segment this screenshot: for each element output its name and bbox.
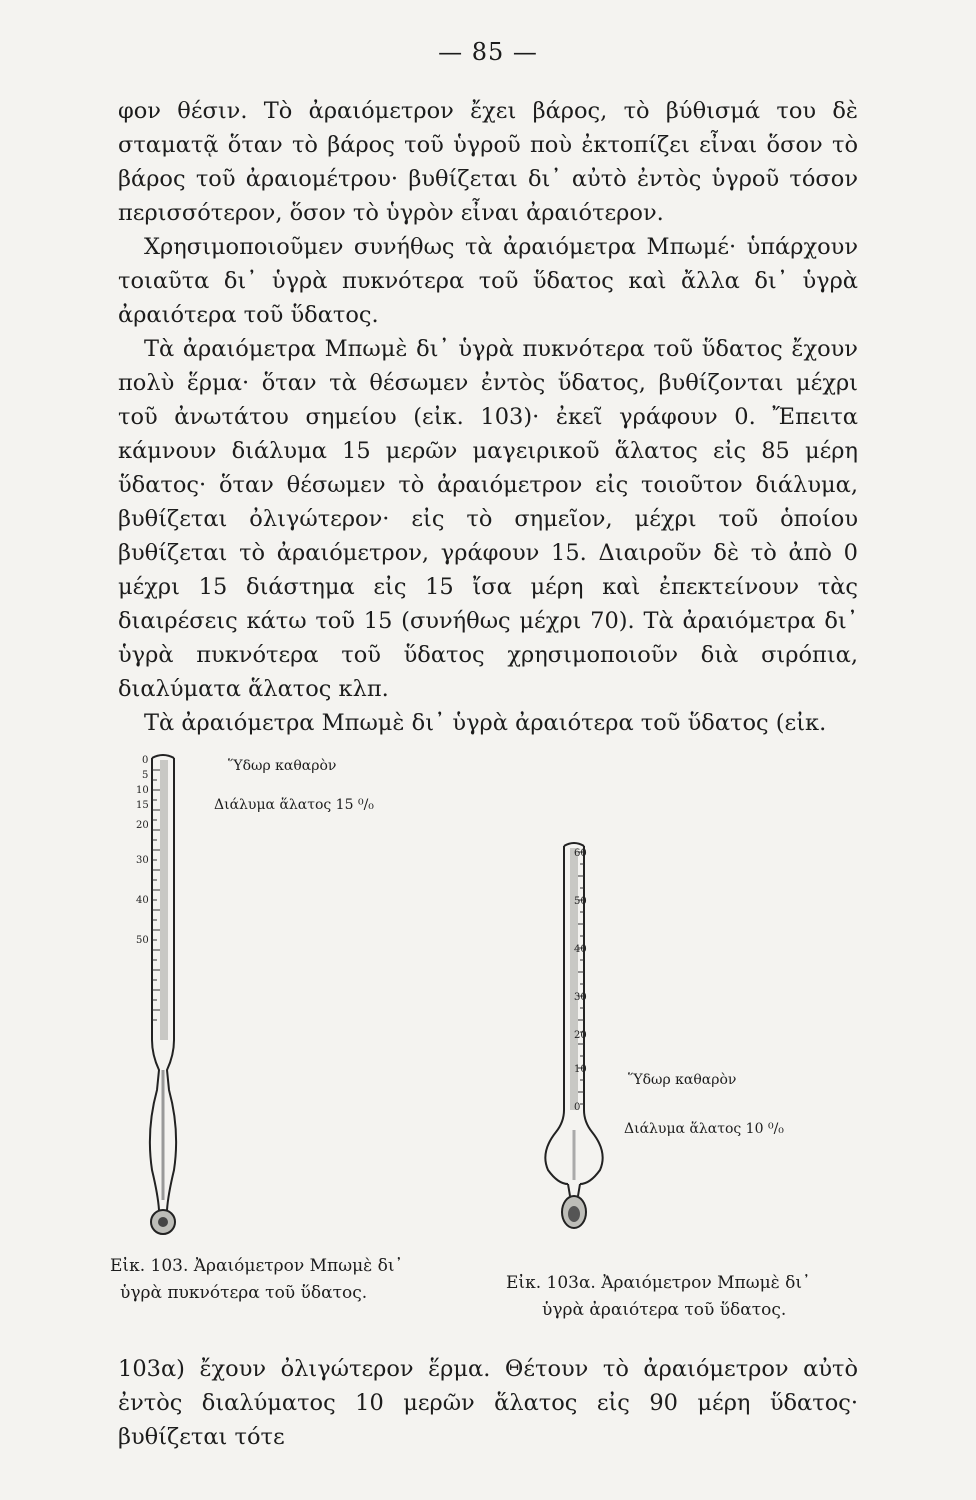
paragraph-5: 103α) ἔχουν ὀλιγώτερον ἕρμα. Θέτουν τὸ ἀραιόμετρον αὐτὸ ἐντὸς διαλύματος 10 μερῶν ἅλατος εἰς 90 μέρη ὕδατος· βυθίζεται τότε [118,1356,858,1450]
hydrometer-103-scale-numbers [130,750,160,1050]
scale-103-label: 30 [136,855,149,866]
scale-103-label: 5 [142,770,149,781]
fig103-caption [110,1253,403,1307]
fig103a-label-water: Ὕδωρ καθαρὸν [628,1072,737,1088]
scale-103a-label: 20 [574,1030,587,1041]
fig103-label-water: Ὕδωρ καθαρὸν [228,758,337,774]
scale-103-label: 10 [136,785,149,796]
scale-103-label: 0 [142,755,149,766]
scale-103a-label: 60 [574,848,587,859]
scale-103-label: 50 [136,935,149,946]
hydrometer-103a-scale-numbers [570,840,610,1140]
scale-103a-label: 30 [574,992,587,1003]
fig103a-caption [506,1270,811,1324]
fig103-caption-line2: ὑγρὰ πυκνότερα τοῦ ὕδατος. [120,1283,368,1303]
body-text-bottom [118,1352,858,1454]
scale-103-label: 15 [136,800,149,811]
scale-103a-label: 50 [574,896,587,907]
paragraph-1: φον θέσιν. Τὸ ἀραιόμετρον ἔχει βάρος, τὸ βύθισμά του δὲ σταματᾷ ὅταν τὸ βάρος τοῦ ὑγροῦ ποὺ ἐκτοπίζει εἶναι ὅσον τὸ βάρος τοῦ ἀραιομέτρου· βυθίζεται δι᾽ αὐτὸ ἐντὸς ὑγροῦ τόσον περισσότερον, ὅσον τὸ ὑγρὸν εἶναι ἀραιότερον. [118,98,858,226]
fig103a-caption-line1: Εἰκ. 103α. Ἀραιόμετρον Μπωμὲ δι᾽ [506,1273,811,1293]
paragraph-4: Τὰ ἀραιόμετρα Μπωμὲ δι᾽ ὑγρὰ ἀραιότερα τοῦ ὕδατος (εἰκ. [144,710,827,736]
page-number: — 85 — [438,38,538,66]
fig103-label-solution: Διάλυμα ἅλατος 15 ⁰/₀ [214,797,374,813]
scale-103-label: 20 [136,820,149,831]
scale-103a-label: 0 [574,1102,581,1113]
scale-103-label: 40 [136,895,149,906]
fig103a-caption-line2: ὑγρὰ ἀραιότερα τοῦ ὕδατος. [542,1300,787,1320]
paragraph-2: Χρησιμοποιοῦμεν συνήθως τὰ ἀραιόμετρα Μπωμέ· ὑπάρχουν τοιαῦτα δι᾽ ὑγρὰ πυκνότερα τοῦ ὕδατος καὶ ἄλλα δι᾽ ὑγρὰ ἀραιότερα τοῦ ὕδατος. [118,234,858,328]
paragraph-3: Τὰ ἀραιόμετρα Μπωμὲ δι᾽ ὑγρὰ πυκνότερα τοῦ ὕδατος ἔχουν πολὺ ἕρμα· ὅταν τὰ θέσωμεν ἐντὸς ὕδατος, βυθίζονται μέχρι τοῦ ἀνωτάτου σημείου (εἰκ. 103)· ἐκεῖ γράφουν 0. Ἔπειτα κάμνουν διάλυμα 15 μερῶν μαγειρικοῦ ἅλατος εἰς 85 μέρη ὕδατος· ὅταν θέσωμεν τὸ ἀραιόμετρον εἰς τοιοῦτον διάλυμα, βυθίζεται ὀλιγώτερον· εἰς τὸ σημεῖον, μέχρι τοῦ ὁποίου βυθίζεται τὸ ἀραιόμετρον, γράφουν 15. Διαιροῦν δὲ τὸ ἀπὸ 0 μέχρι 15 διάστημα εἰς 15 ἴσα μέρη καὶ ἐπεκτείνουν τὰς διαιρέσεις κάτω τοῦ 15 (συνήθως μέχρι 70). Τὰ ἀραιόμετρα δι᾽ ὑγρὰ πυκνότερα τοῦ ὕδατος χρησιμοποιοῦν διὰ σιρόπια, διαλύματα ἅλατος κλπ. [118,336,858,702]
body-text-top [118,94,858,740]
scale-103a-label: 10 [574,1064,587,1075]
fig103-caption-line1: Εἰκ. 103. Ἀραιόμετρον Μπωμὲ δι᾽ [110,1256,404,1276]
scale-103a-label: 40 [574,944,587,955]
fig103a-label-solution: Διάλυμα ἅλατος 10 ⁰/₀ [624,1121,784,1137]
